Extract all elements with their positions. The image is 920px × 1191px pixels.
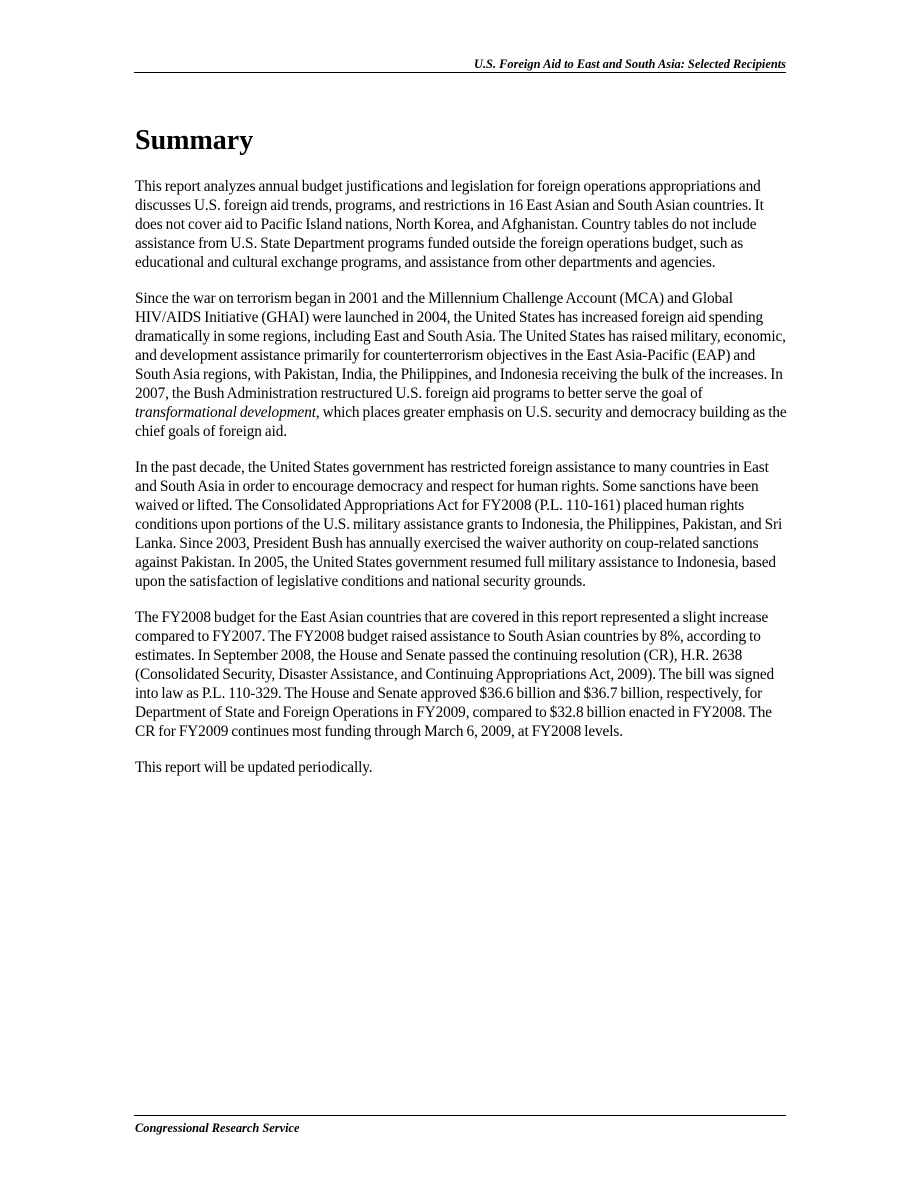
paragraph-restrictions: In the past decade, the United States government has restricted foreign assistance to many countries in East and South Asia in order to encourage democracy and respect for human rights. Some sanctions have been waived or lifted. The Consolidated Appropriations Act for FY2008 (P.L. 110-161) placed human rights conditions upon portions of the U.S. military assistance grants to Indonesia, the Philippines, Pakistan, and Sri Lanka. Since 2003, President Bush has annually exercised the waiver authority on coup-related sanctions against Pakistan. In 2005, the United States government resumed full military assistance to Indonesia, based upon the satisfaction of legislative conditions and national security grounds. bbox=[135, 459, 783, 590]
page-title: Summary bbox=[135, 125, 254, 156]
header-divider bbox=[134, 72, 786, 73]
paragraph-report-scope: This report analyzes annual budget justifications and legislation for foreign operations appropriations and discusses U.S. foreign aid trends, programs, and restrictions in 16 East Asian and South Asian countries. It does not cover aid to Pacific Island nations, North Korea, and Afghanistan. Country tables do not include assistance from U.S. State Department programs funded outside the foreign operations budget, such as educational and cultural exchange programs, and assistance from other departments and agencies. bbox=[135, 178, 764, 271]
footer-source: Congressional Research Service bbox=[135, 1121, 300, 1135]
footer-divider bbox=[134, 1115, 786, 1116]
paragraph-budget: The FY2008 budget for the East Asian countries that are covered in this report represented a slight increase compared to FY2007. The FY2008 budget raised assistance to South Asian countries by 8%, according to estimates. In September 2008, the House and Senate passed the continuing resolution (CR), H.R. 2638 (Consolidated Security, Disaster Assistance, and Continuing Appropriations Act, 2009). The bill was signed into law as P.L. 110-329. The House and Senate approved $36.6 billion and $36.7 billion, respectively, for Department of State and Foreign Operations in FY2009, compared to $32.8 billion enacted in FY2008. The CR for FY2009 continues most funding through March 6, 2009, at FY2008 levels. bbox=[135, 609, 775, 740]
paragraph-aid-trends bbox=[135, 289, 791, 441]
summary-body bbox=[135, 177, 791, 794]
aid-trends-text-start: Since the war on terrorism began in 2001 and the Millennium Challenge Account (MCA) and Global HIV/AIDS Initiative (GHAI) were launched in 2004, the United States has increased foreign aid spending dramatically in some regions, including East and South Asia. The United States has raised military, economic, and development assistance primarily for counterterrorism objectives in the East Asia-Pacific (EAP) and South Asia regions, with Pakistan, India, the Philippines, and Indonesia receiving the bulk of the increases. In 2007, the Bush Administration restructured U.S. foreign aid programs to better serve the goal of bbox=[135, 290, 786, 402]
emphasized-term: transformational development bbox=[135, 404, 316, 421]
running-header: U.S. Foreign Aid to East and South Asia: Selected Recipients bbox=[474, 57, 786, 71]
aid-trends-text-end: , which places greater emphasis on U.S. security and democracy building as the chief goals of foreign aid. bbox=[135, 404, 787, 440]
paragraph-update-note: This report will be updated periodically. bbox=[135, 759, 373, 776]
